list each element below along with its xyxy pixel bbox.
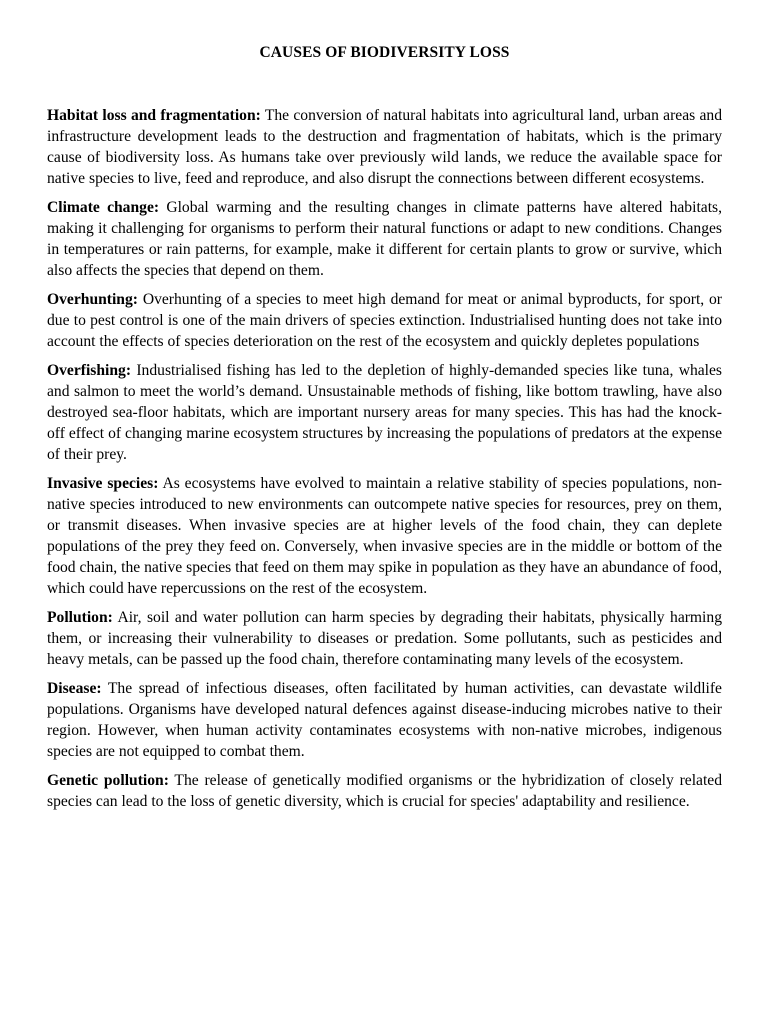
section-overhunting bbox=[47, 289, 722, 352]
document-title: CAUSES OF BIODIVERSITY LOSS bbox=[259, 44, 510, 61]
sections-list bbox=[47, 105, 722, 812]
section-heading: Genetic pollution: bbox=[47, 772, 169, 789]
section-body: Global warming and the resulting changes in climate patterns have altered habitats, making it challenging for organisms to perform their natural functions or adapt to new conditions. Changes in temperatures or rain patterns, for example, make it different for certain plants to grow or survive, which also affects the species that depend on them. bbox=[47, 199, 722, 279]
section-heading: Pollution: bbox=[47, 609, 113, 626]
section-overfishing bbox=[47, 360, 722, 465]
section-body: As ecosystems have evolved to maintain a relative stability of species populations, non-native species introduced to new environments can outcompete native species for resources, prey on them, or transmit diseases. When invasive species are at higher levels of the food chain, they can deplete populations of the prey they feed on. Conversely, when invasive species are in the middle or bottom of the food chain, the native species that feed on them may spike in population as they have an abundance of food, which could have repercussions on the rest of the ecosystem. bbox=[47, 475, 722, 597]
section-body: The conversion of natural habitats into agricultural land, urban areas and infrastructure development leads to the destruction and fragmentation of habitats, which is the primary cause of biodiversity loss. As humans take over previously wild lands, we reduce the available space for native species to live, feed and reproduce, and also disrupt the connections between different ecosystems. bbox=[47, 107, 722, 187]
section-heading: Overhunting: bbox=[47, 291, 138, 308]
section-heading: Disease: bbox=[47, 680, 102, 697]
section-pollution bbox=[47, 607, 722, 670]
section-body: Air, soil and water pollution can harm species by degrading their habitats, physically harming them, or increasing their vulnerability to diseases or predation. Some pollutants, such as pesticides and heavy metals, can be passed up the food chain, therefore contaminating many levels of the ecosystem. bbox=[47, 609, 722, 668]
section-heading: Invasive species: bbox=[47, 475, 159, 492]
section-habitat-loss bbox=[47, 105, 722, 189]
section-body: The spread of infectious diseases, often facilitated by human activities, can devastate wildlife populations. Organisms have developed natural defences against disease-inducing microbes native to their region. However, when human activity contaminates ecosystems with non-native microbes, indigenous species are not equipped to combat them. bbox=[47, 680, 722, 760]
section-heading: Habitat loss and fragmentation: bbox=[47, 107, 261, 124]
section-body: Industrialised fishing has led to the depletion of highly-demanded species like tuna, whales and salmon to meet the world’s demand. Unsustainable methods of fishing, like bottom trawling, have also destroyed sea-floor habitats, which are important nursery areas for many species. This has had the knock-off effect of changing marine ecosystem structures by increasing the populations of predators at the expense of their prey. bbox=[47, 362, 722, 463]
section-heading: Overfishing: bbox=[47, 362, 132, 379]
section-body: The release of genetically modified organisms or the hybridization of closely related species can lead to the loss of genetic diversity, which is crucial for species' adaptability and resilience. bbox=[47, 772, 723, 810]
section-genetic-pollution bbox=[47, 770, 722, 812]
section-climate-change bbox=[47, 197, 722, 281]
section-invasive-species bbox=[47, 473, 722, 599]
section-body: Overhunting of a species to meet high demand for meat or animal byproducts, for sport, or due to pest control is one of the main drivers of species extinction. Industrialised hunting does not take into account the effects of species deterioration on the rest of the ecosystem and quickly depletes populations bbox=[47, 291, 722, 350]
section-disease bbox=[47, 678, 722, 762]
section-heading: Climate change: bbox=[47, 199, 160, 216]
